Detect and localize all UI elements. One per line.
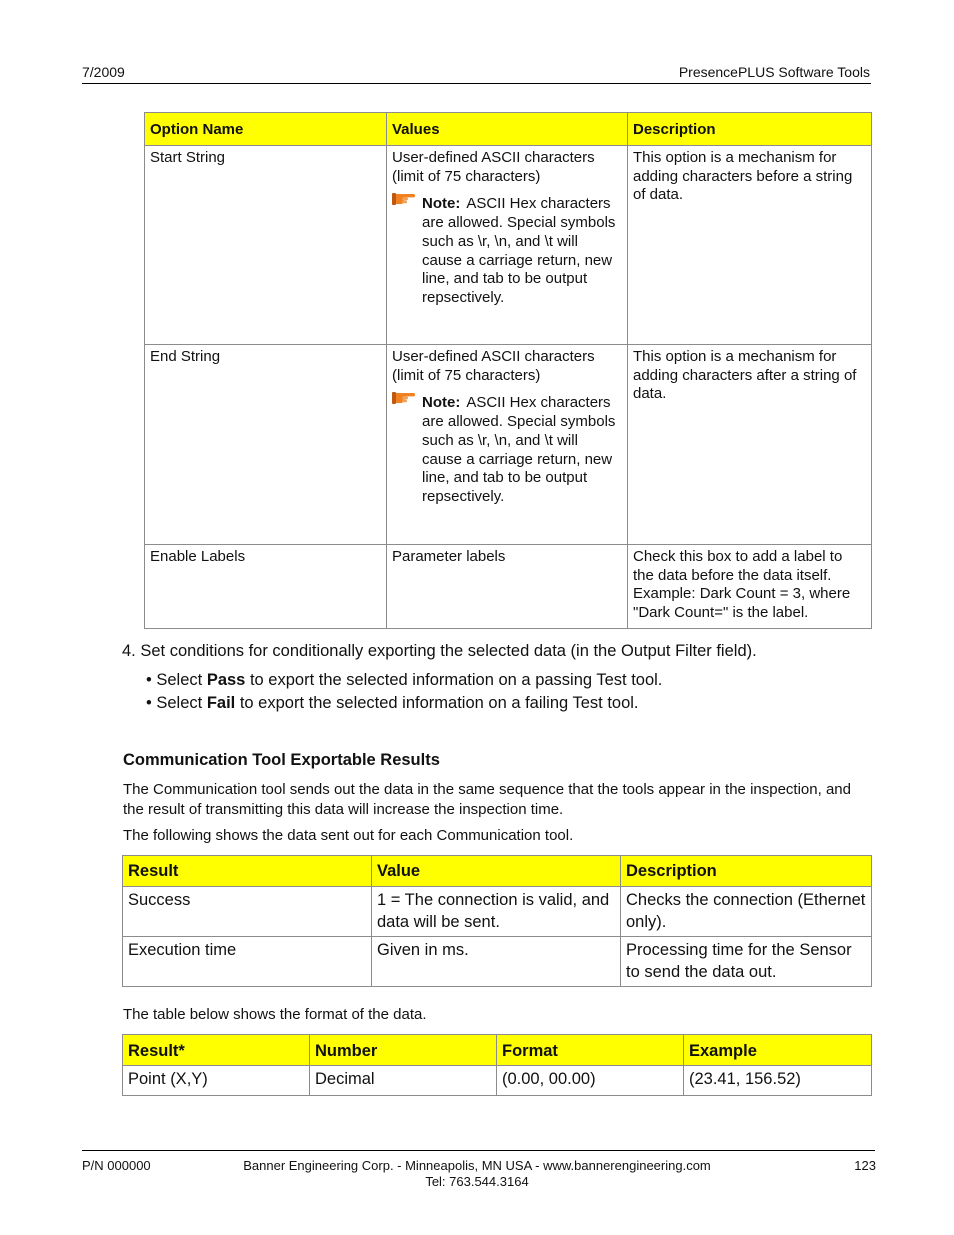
table-row [123, 937, 872, 987]
bullet-suffix: to export the selected information on a failing Test tool. [235, 694, 639, 712]
table-cell: (0.00, 00.00) [497, 1066, 684, 1096]
bullet-pass [146, 671, 662, 690]
column-header: Description [621, 856, 872, 887]
paragraph: The Communication tool sends out the data in the same sequence that the tools appear in the inspection, and the result of transmitting this data will increase the inspection time. [123, 781, 851, 818]
table-header-row [123, 1035, 872, 1066]
table-row [145, 345, 872, 545]
option-description: Check this box to add a label to the data before the data itself. Example: Dark Count = 3, where "Dark Count=" is the label. [628, 545, 872, 629]
column-header: Number [310, 1035, 497, 1066]
option-values: Parameter labels [387, 545, 628, 629]
pointing-hand-icon [392, 388, 416, 404]
bullet-bold: Fail [206, 694, 236, 712]
header-date: 7/2009 [82, 64, 125, 80]
option-name: Enable Labels [145, 545, 387, 629]
note-label: Note: [422, 195, 461, 213]
footer-company [0, 1158, 954, 1189]
bullet-prefix: • Select [146, 671, 207, 689]
note-text: ASCII Hex characters are allowed. Special symbols such as \r, \n, and \t will cause a carriage return, new line, and tab to be output repsectively. [422, 195, 616, 306]
table-row [123, 887, 872, 937]
section-heading: Communication Tool Exportable Results [123, 751, 440, 769]
option-values-cell [387, 345, 628, 545]
note [392, 394, 622, 506]
option-name: Start String [145, 146, 387, 345]
bullet-fail [146, 694, 639, 713]
bullet-bold: Pass [206, 671, 246, 689]
footer-company-line: Banner Engineering Corp. - Minneapolis, MN USA - www.bannerengineering.com [243, 1158, 711, 1173]
bullet-prefix: • Select [146, 694, 207, 712]
column-header: Example [684, 1035, 872, 1066]
note-text: ASCII Hex characters are allowed. Special symbols such as \r, \n, and \t will cause a carriage return, new line, and tab to be output repsectively. [422, 394, 616, 505]
paragraph: The table below shows the format of the data. [123, 1006, 427, 1023]
paragraph: The following shows the data sent out for each Communication tool. [123, 827, 574, 844]
table-cell: Point (X,Y) [123, 1066, 310, 1096]
column-header: Result [123, 856, 372, 887]
header-title: PresencePLUS Software Tools [678, 64, 870, 80]
note [392, 195, 622, 307]
header-rule [82, 83, 871, 84]
table-cell: Execution time [123, 937, 372, 987]
option-name: End String [145, 345, 387, 545]
column-header: Format [497, 1035, 684, 1066]
column-header: Result* [123, 1035, 310, 1066]
footer-part-number: P/N 000000 [82, 1158, 151, 1173]
table-cell: 1 = The connection is valid, and data will be sent. [372, 887, 621, 937]
bullet-suffix: to export the selected information on a passing Test tool. [245, 671, 663, 689]
table-row [123, 1066, 872, 1096]
step-4 [122, 642, 757, 661]
column-header: Value [372, 856, 621, 887]
footer-phone: Tel: 763.544.3164 [425, 1173, 529, 1189]
footer-rule [82, 1150, 875, 1151]
table-cell: Success [123, 887, 372, 937]
table-cell: Decimal [310, 1066, 497, 1096]
option-values-cell [387, 146, 628, 345]
table-row [145, 146, 872, 345]
option-description: This option is a mechanism for adding characters before a string of data. [628, 146, 872, 345]
column-header: Values [387, 113, 628, 146]
results-table [122, 855, 872, 987]
step-text: Set conditions for conditionally exporting the selected data (in the Output Filter field). [140, 642, 757, 660]
table-cell: Checks the connection (Ethernet only). [621, 887, 872, 937]
format-table [122, 1034, 872, 1096]
table-cell: Given in ms. [372, 937, 621, 987]
table-header-row [145, 113, 872, 146]
step-number: 4. [122, 642, 136, 660]
option-description: This option is a mechanism for adding characters after a string of data. [628, 345, 872, 545]
option-values: User-defined ASCII characters (limit of 75 characters) [392, 348, 595, 384]
table-cell: Processing time for the Sensor to send the data out. [621, 937, 872, 987]
pointing-hand-icon [392, 189, 416, 205]
option-values: User-defined ASCII characters (limit of 75 characters) [392, 149, 595, 185]
table-header-row [123, 856, 872, 887]
options-table [144, 112, 872, 629]
footer-page-number: 123 [854, 1158, 876, 1173]
column-header: Description [628, 113, 872, 146]
column-header: Option Name [145, 113, 387, 146]
table-cell: (23.41, 156.52) [684, 1066, 872, 1096]
note-label: Note: [422, 394, 461, 412]
table-row [145, 545, 872, 629]
